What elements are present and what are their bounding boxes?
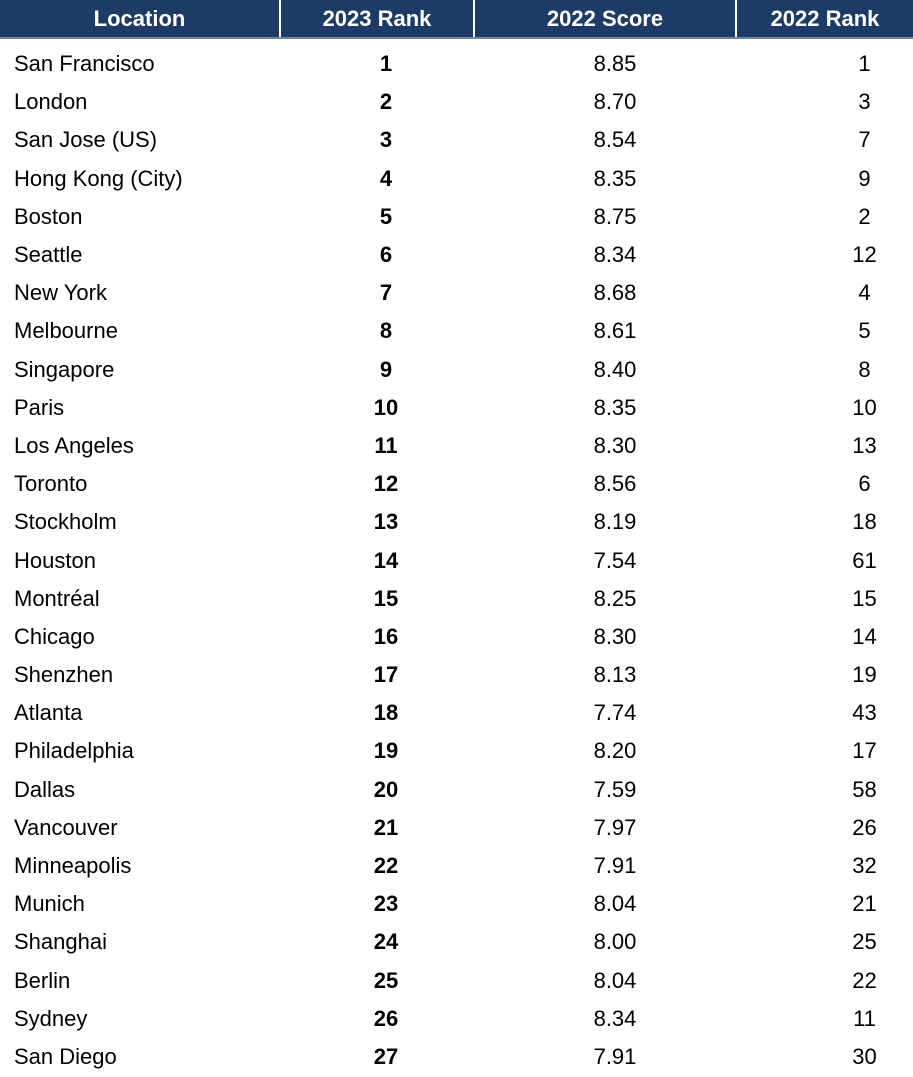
rank-2022-cell: 30	[852, 1043, 877, 1069]
rank-2022-cell: 22	[852, 967, 877, 993]
table-row	[0, 389, 913, 427]
score-2022-cell: 8.35	[593, 394, 637, 420]
location-cell: London	[14, 89, 88, 115]
rank-2022-cell: 9	[858, 165, 871, 191]
rank-2023-cell: 22	[373, 853, 399, 879]
table-row	[0, 656, 913, 694]
rank-2023-cell: 7	[379, 280, 393, 306]
table-row	[0, 465, 913, 503]
column-header-2022-rank: 2022 Rank	[736, 0, 913, 38]
score-2022-cell: 8.00	[593, 929, 637, 955]
rank-2023-cell: 23	[373, 891, 399, 917]
score-2022-cell: 7.74	[593, 700, 637, 726]
location-cell: Minneapolis	[14, 853, 132, 879]
score-2022-cell: 7.97	[593, 814, 637, 840]
table-row	[0, 1038, 913, 1076]
location-cell: Stockholm	[14, 509, 117, 535]
location-cell: Philadelphia	[14, 738, 134, 764]
column-header-2023-rank: 2023 Rank	[280, 0, 474, 38]
rank-2023-cell: 20	[373, 776, 399, 802]
rank-2022-cell: 13	[852, 432, 877, 458]
rank-2022-cell: 3	[858, 89, 871, 115]
location-cell: Shanghai	[14, 929, 107, 955]
rank-2022-cell: 18	[852, 509, 877, 535]
table-row	[0, 236, 913, 274]
location-cell: San Diego	[14, 1043, 117, 1069]
score-2022-cell: 7.91	[593, 853, 637, 879]
table-row	[0, 198, 913, 236]
rank-2023-cell: 8	[379, 318, 393, 344]
rank-2023-cell: 18	[373, 700, 399, 726]
table-row	[0, 771, 913, 809]
location-cell: Chicago	[14, 623, 95, 649]
location-cell: Dallas	[14, 776, 76, 802]
rank-2023-cell: 5	[379, 203, 393, 229]
score-2022-cell: 7.54	[593, 547, 637, 573]
score-2022-cell: 8.19	[593, 509, 637, 535]
rank-2022-cell: 4	[858, 280, 871, 306]
table-row	[0, 38, 913, 83]
score-2022-cell: 8.25	[593, 585, 637, 611]
score-2022-cell: 8.68	[593, 280, 637, 306]
rank-2022-cell: 15	[852, 585, 877, 611]
score-2022-cell: 8.13	[593, 662, 637, 688]
rank-2022-cell: 12	[852, 242, 877, 268]
rank-2022-cell: 26	[852, 814, 877, 840]
rank-2023-cell: 2	[379, 89, 393, 115]
rank-2023-cell: 15	[373, 585, 399, 611]
rank-2022-cell: 21	[852, 891, 877, 917]
table-row	[0, 809, 913, 847]
score-2022-cell: 8.34	[593, 242, 637, 268]
location-cell: San Jose (US)	[14, 127, 158, 153]
score-2022-cell: 7.91	[593, 1043, 637, 1069]
rank-2023-cell: 11	[374, 432, 398, 458]
table-row	[0, 580, 913, 618]
score-2022-cell: 8.75	[593, 203, 637, 229]
location-cell: Houston	[14, 547, 96, 573]
location-cell: Seattle	[14, 242, 83, 268]
rank-2022-cell: 8	[858, 356, 871, 382]
score-2022-cell: 7.59	[593, 776, 637, 802]
rank-2023-cell: 3	[379, 127, 393, 153]
table-row	[0, 312, 913, 350]
rank-2022-cell: 61	[852, 547, 877, 573]
score-2022-cell: 8.34	[593, 1005, 637, 1031]
score-2022-cell: 8.40	[593, 356, 637, 382]
table-row	[0, 1000, 913, 1038]
score-2022-cell: 8.54	[593, 127, 637, 153]
rank-2022-cell: 25	[852, 929, 877, 955]
table-row	[0, 885, 913, 923]
table-header	[0, 0, 913, 38]
rank-2022-cell: 7	[858, 127, 871, 153]
rank-2023-cell: 27	[373, 1043, 399, 1069]
table-row	[0, 351, 913, 389]
score-2022-cell: 8.04	[593, 967, 637, 993]
score-2022-cell: 8.04	[593, 891, 637, 917]
location-cell: Munich	[14, 891, 85, 917]
table-row	[0, 923, 913, 961]
location-cell: Shenzhen	[14, 662, 114, 688]
rank-2023-cell: 21	[373, 814, 399, 840]
table-row	[0, 732, 913, 770]
rank-2022-cell: 10	[852, 394, 877, 420]
rank-2023-cell: 1	[379, 51, 393, 77]
score-2022-cell: 8.30	[593, 623, 637, 649]
rank-2023-cell: 13	[373, 509, 399, 535]
table-row	[0, 121, 913, 159]
rank-2022-cell: 14	[852, 623, 877, 649]
rank-2022-cell: 2	[858, 203, 871, 229]
table-row	[0, 618, 913, 656]
table-row	[0, 503, 913, 541]
table-row	[0, 274, 913, 312]
rank-2023-cell: 10	[373, 394, 399, 420]
table-row	[0, 847, 913, 885]
location-cell: San Francisco	[14, 51, 155, 77]
score-2022-cell: 8.30	[593, 432, 637, 458]
rank-2022-cell: 32	[852, 853, 877, 879]
table-body	[0, 38, 913, 1076]
location-cell: New York	[14, 280, 107, 306]
rank-2023-cell: 19	[373, 738, 399, 764]
rank-2023-cell: 17	[373, 662, 399, 688]
location-cell: Vancouver	[14, 814, 118, 840]
score-2022-cell: 8.85	[593, 51, 637, 77]
table-row	[0, 160, 913, 198]
rank-2022-cell: 43	[852, 700, 877, 726]
rank-2023-cell: 26	[373, 1005, 399, 1031]
rank-2022-cell: 5	[858, 318, 871, 344]
location-cell: Hong Kong (City)	[14, 165, 183, 191]
table-row	[0, 83, 913, 121]
rank-2023-cell: 16	[373, 623, 399, 649]
location-cell: Boston	[14, 203, 83, 229]
column-header-location: Location	[0, 0, 280, 38]
location-cell: Sydney	[14, 1005, 88, 1031]
rank-2022-cell: 11	[853, 1005, 876, 1031]
score-2022-cell: 8.70	[593, 89, 637, 115]
score-2022-cell: 8.20	[593, 738, 637, 764]
rank-2022-cell: 1	[858, 51, 871, 77]
location-cell: Atlanta	[14, 700, 83, 726]
rank-2023-cell: 12	[373, 471, 399, 497]
column-header-2022-score: 2022 Score	[474, 0, 736, 38]
header-row	[0, 0, 913, 38]
rank-2023-cell: 14	[373, 547, 399, 573]
rank-2022-cell: 6	[858, 471, 871, 497]
score-2022-cell: 8.35	[593, 165, 637, 191]
table-row	[0, 541, 913, 579]
rank-2023-cell: 24	[373, 929, 399, 955]
rank-2022-cell: 58	[852, 776, 877, 802]
location-cell: Singapore	[14, 356, 115, 382]
location-cell: Toronto	[14, 471, 88, 497]
rank-2023-cell: 4	[379, 165, 393, 191]
rank-2022-cell: 17	[852, 738, 877, 764]
table-row	[0, 962, 913, 1000]
location-cell: Montréal	[14, 585, 100, 611]
table-row	[0, 694, 913, 732]
rank-2022-cell: 19	[852, 662, 877, 688]
location-cell: Berlin	[14, 967, 71, 993]
rank-2023-cell: 6	[379, 242, 393, 268]
location-cell: Los Angeles	[14, 432, 134, 458]
rank-2023-cell: 25	[373, 967, 399, 993]
score-2022-cell: 8.61	[593, 318, 637, 344]
score-2022-cell: 8.56	[593, 471, 637, 497]
rank-2023-cell: 9	[379, 356, 393, 382]
location-cell: Melbourne	[14, 318, 118, 344]
location-cell: Paris	[14, 394, 65, 420]
table-row	[0, 427, 913, 465]
